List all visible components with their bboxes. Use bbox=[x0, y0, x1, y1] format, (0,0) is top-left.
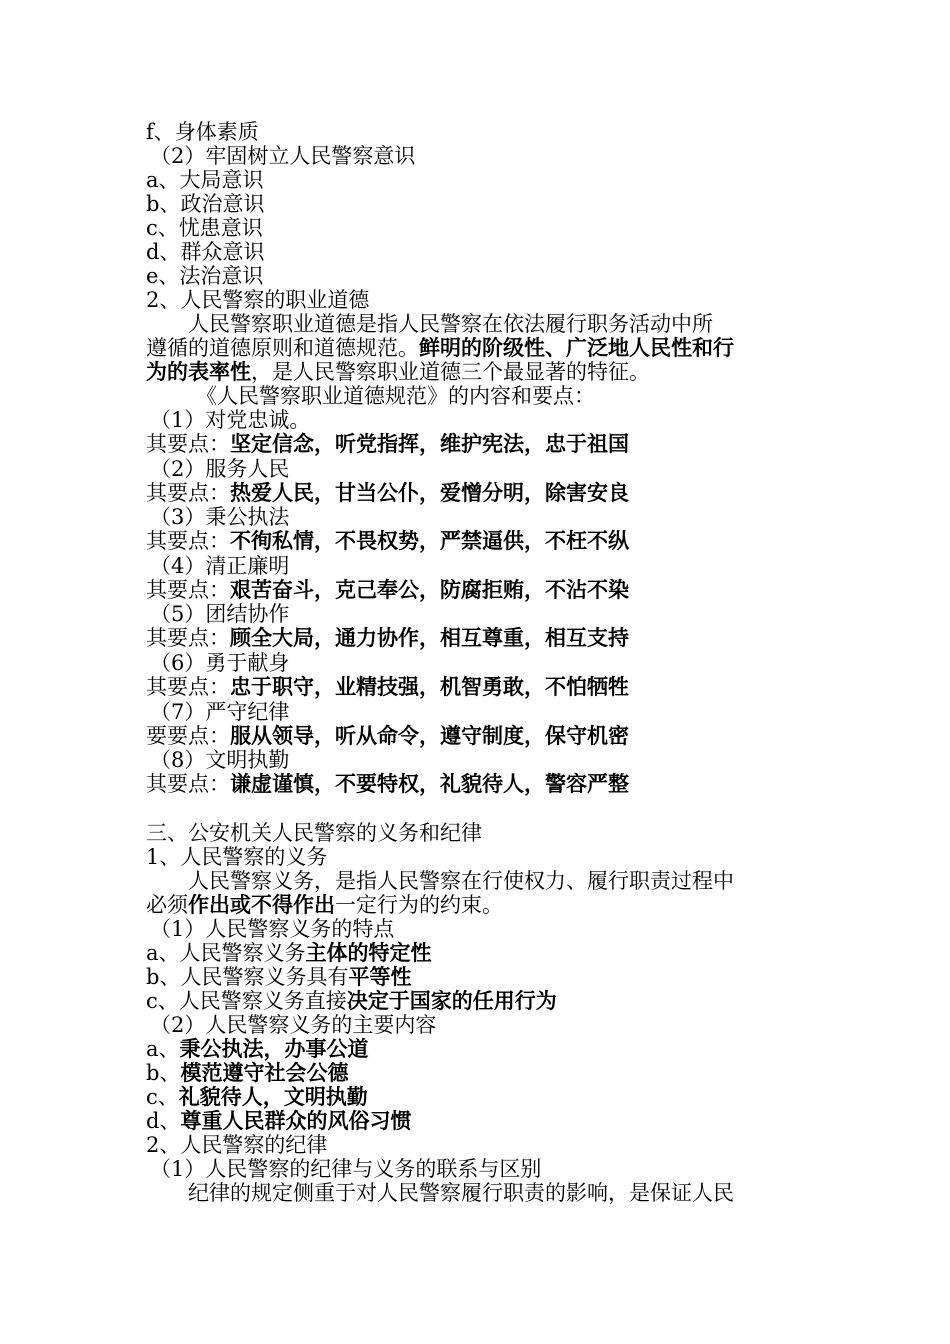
norm-points-line bbox=[146, 724, 811, 749]
norm-points-line bbox=[146, 772, 811, 797]
ethics-line-3-bold: 为的表率性 bbox=[146, 360, 251, 384]
ethics-line-1: 人民警察职业道德是指人民警察在依法履行职务活动中所 bbox=[188, 312, 713, 336]
norm-head: （7）严守纪律 bbox=[150, 699, 290, 724]
content-bold: 尊重人民群众的风俗习惯 bbox=[180, 1108, 412, 1133]
norm-points-line bbox=[146, 578, 811, 603]
norms-list bbox=[146, 408, 811, 797]
norm-points: 不徇私情，不畏权势，严禁逼供，不枉不纵 bbox=[230, 529, 629, 554]
line-a: a、大局意识 bbox=[146, 168, 264, 192]
duty-content-item bbox=[146, 1085, 811, 1109]
ethics-line-2-bold: 鲜明的阶级性、广泛地人民性和行 bbox=[419, 336, 734, 360]
heading-police-awareness: （2）牢固树立人民警察意识 bbox=[150, 144, 416, 168]
duties-text-bold: 作出或不得作出 bbox=[188, 892, 335, 917]
heading-duties: 1、人民警察的义务 bbox=[146, 844, 328, 869]
duties-paragraph-line-2 bbox=[146, 893, 811, 917]
norm-head: （4）清正廉明 bbox=[150, 553, 290, 578]
norm-label: 其要点： bbox=[146, 432, 230, 456]
duties-text-c: 一定行为的约束。 bbox=[335, 892, 503, 917]
norm-points: 艰苦奋斗，克己奉公，防腐拒贿，不沾不染 bbox=[230, 577, 629, 602]
ethics-line-2-plain: 遵循的道德原则和道德规范。 bbox=[146, 336, 419, 360]
line-b: b、政治意识 bbox=[146, 192, 265, 216]
norm-head: （3）秉公执法 bbox=[150, 505, 290, 530]
discipline-paragraph-line-1: 纪律的规定侧重于对人民警察履行职责的影响，是保证人民 bbox=[188, 1180, 734, 1205]
line-e: e、法治意识 bbox=[146, 264, 264, 288]
norm-points-line bbox=[146, 626, 811, 651]
norm-head: （2）服务人民 bbox=[150, 456, 290, 481]
duty-feature-item bbox=[146, 965, 811, 989]
norm-head: （5）团结协作 bbox=[150, 602, 290, 627]
heading-duty-contents: （2）人民警察义务的主要内容 bbox=[150, 1012, 437, 1037]
content-bold: 礼貌待人，文明执勤 bbox=[178, 1084, 368, 1109]
norm-label: 其要点： bbox=[146, 626, 230, 651]
norm-points-line bbox=[146, 529, 811, 554]
heading-professional-ethics: 2、人民警察的职业道德 bbox=[146, 288, 370, 312]
norm-label: 要要点： bbox=[146, 723, 230, 748]
line-d: d、群众意识 bbox=[146, 240, 265, 264]
duties-paragraph-line-1: 人民警察义务，是指人民警察在行使权力、履行职责过程中 bbox=[188, 868, 734, 893]
feature-bold: 平等性 bbox=[348, 964, 412, 989]
blank-line bbox=[146, 797, 811, 821]
duty-content-item bbox=[146, 1109, 811, 1133]
duties-text-a: 必须 bbox=[146, 892, 188, 917]
content-prefix: d、 bbox=[146, 1108, 181, 1133]
norm-points: 热爱人民，甘当公仆，爱憎分明，除害安良 bbox=[230, 480, 629, 505]
feature-bold: 主体的特定性 bbox=[305, 940, 432, 965]
norm-points: 服从领导，听从命令，遵守制度，保守机密 bbox=[230, 723, 629, 748]
norm-points: 顾全大局，通力协作，相互尊重，相互支持 bbox=[230, 626, 629, 651]
norm-head: （8）文明执勤 bbox=[150, 748, 290, 773]
norm-label: 其要点： bbox=[146, 529, 230, 554]
duty-content-item bbox=[146, 1061, 811, 1085]
section-3-title: 三、公安机关人民警察的义务和纪律 bbox=[146, 820, 482, 845]
content-bold: 秉公执法，办事公道 bbox=[179, 1036, 369, 1061]
document-page bbox=[146, 120, 811, 1205]
norm-points-line bbox=[146, 432, 811, 457]
norm-points: 谦虚谨慎，不要特权，礼貌待人，警容严整 bbox=[230, 772, 629, 797]
feature-bold: 决定于国家的任用行为 bbox=[346, 988, 557, 1013]
line-c: c、忧患意识 bbox=[146, 216, 263, 240]
feature-prefix: a、人民警察义务 bbox=[146, 940, 306, 965]
norm-label: 其要点： bbox=[146, 674, 230, 699]
content-bold: 模范遵守社会公德 bbox=[180, 1060, 349, 1085]
norm-head: （1）对党忠诚。 bbox=[150, 408, 311, 432]
norm-label: 其要点： bbox=[146, 480, 230, 505]
heading-duty-features: （1）人民警察义务的特点 bbox=[150, 916, 395, 941]
norm-points: 坚定信念，听党指挥，维护宪法，忠于祖国 bbox=[230, 432, 629, 456]
feature-prefix: c、人民警察义务直接 bbox=[146, 988, 347, 1013]
norm-points-line bbox=[146, 481, 811, 506]
norm-label: 其要点： bbox=[146, 577, 230, 602]
content-prefix: a、 bbox=[146, 1036, 180, 1061]
ethics-paragraph bbox=[146, 312, 811, 384]
line-f: f、身体素质 bbox=[146, 120, 259, 144]
content-prefix: b、 bbox=[146, 1060, 181, 1085]
heading-discipline: 2、人民警察的纪律 bbox=[146, 1132, 328, 1157]
norm-head: （6）勇于献身 bbox=[150, 650, 290, 675]
feature-prefix: b、人民警察义务具有 bbox=[146, 964, 349, 989]
norms-intro: 《人民警察职业道德规范》的内容和要点： bbox=[196, 384, 595, 408]
norm-points-line bbox=[146, 675, 811, 700]
duty-content-item bbox=[146, 1037, 811, 1061]
content-prefix: c、 bbox=[146, 1084, 179, 1109]
heading-discipline-relation: （1）人民警察的纪律与义务的联系与区别 bbox=[150, 1156, 542, 1181]
norm-points: 忠于职守，业精技强，机智勇敢，不怕牺牲 bbox=[230, 674, 629, 699]
duty-feature-item bbox=[146, 989, 811, 1013]
duty-feature-item bbox=[146, 941, 811, 965]
norm-label: 其要点： bbox=[146, 772, 230, 797]
ethics-line-3-plain: ，是人民警察职业道德三个最显著的特征。 bbox=[251, 360, 650, 384]
